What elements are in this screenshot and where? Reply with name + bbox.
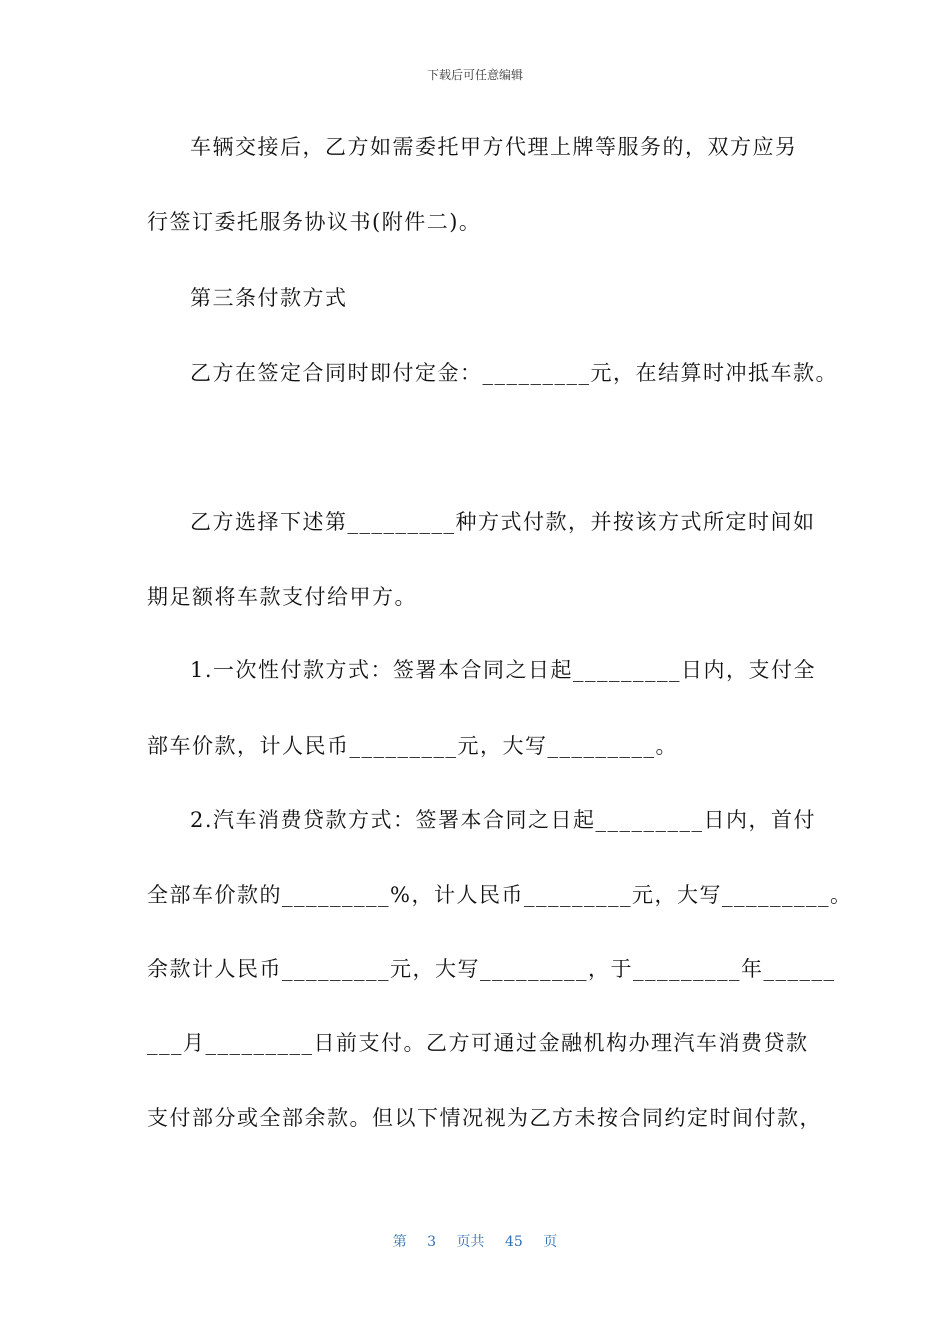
paragraph-line: 乙方在签定合同时即付定金：_________元，在结算时冲抵车款。 [190, 361, 838, 385]
footer-total-pages: 45 [505, 1234, 523, 1250]
footer-suffix: 页 [543, 1234, 558, 1250]
page-header: 下载后可任意编辑 [426, 68, 523, 82]
paragraph-line: 乙方选择下述第_________种方式付款，并按该方式所定时间如 [190, 510, 816, 534]
section-heading: 第三条付款方式 [190, 286, 348, 310]
paragraph-line: 车辆交接后，乙方如需委托甲方代理上牌等服务的，双方应另 [190, 135, 798, 159]
paragraph-line: 余款计人民币_________元，大写_________，于_________年______ [147, 957, 836, 981]
paragraph-line: 2.汽车消费贷款方式：签署本合同之日起_________日内，首付 [190, 808, 817, 832]
paragraph-line: 1.一次性付款方式：签署本合同之日起_________日内，支付全 [190, 658, 817, 682]
paragraph-line: 期足额将车款支付给甲方。 [147, 585, 417, 609]
paragraph-line: 行签订委托服务协议书(附件二)。 [147, 210, 482, 234]
footer-mid: 页共 [456, 1234, 485, 1250]
paragraph-line: ___月_________日前支付。乙方可通过金融机构办理汽车消费贷款 [147, 1031, 809, 1055]
footer-prefix: 第 [392, 1234, 407, 1250]
page-footer [0, 1231, 950, 1251]
footer-page-number: 3 [427, 1234, 437, 1250]
paragraph-line: 支付部分或全部余款。但以下情况视为乙方未按合同约定时间付款， [147, 1106, 822, 1130]
paragraph-line: 全部车价款的_________%，计人民币_________元，大写_________。 [147, 883, 853, 907]
paragraph-line: 部车价款，计人民币_________元，大写_________。 [147, 734, 678, 758]
